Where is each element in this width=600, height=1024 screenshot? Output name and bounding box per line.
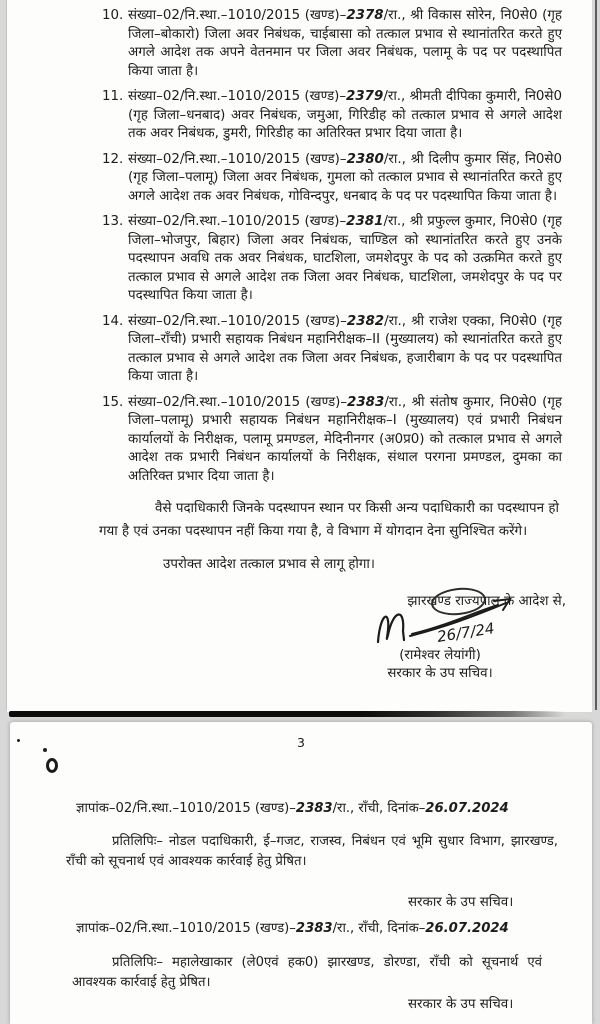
order-item-10 bbox=[102, 7, 562, 81]
signature-area bbox=[314, 610, 566, 648]
order-item-13 bbox=[102, 213, 562, 306]
handwritten-signature-icon bbox=[360, 598, 550, 650]
scan-edge-line bbox=[6, 0, 7, 710]
order-item-14 bbox=[102, 313, 562, 387]
letter-number: 2379 bbox=[346, 89, 384, 104]
item-text: संख्या–02/नि.स्था.–1010/2015 (खण्ड)–2378/रा., श्री विकास सोरेन, नि0से0 (गृह जिला–बोकारो) जिला अवर निबंधक, चाईबासा को तत्काल प्रभाव से स्थानांतरित करते हुए अगले आदेश तक अपने वेतनमान पर जिला अवर निबंधक, पलामू के पद पर पदस्थापित किया जाता है। bbox=[128, 8, 562, 79]
page-number: 3 bbox=[297, 735, 305, 750]
item-text: संख्या–02/नि.स्था.–1010/2015 (खण्ड)–2383/रा., श्री संतोष कुमार, नि0से0 (गृह जिला–पलामू) प्रभारी सहायक निबंधन महानिरीक्षक–I (मुख्यालय) एवं प्रभारी निबंधन कार्यालयों के निरीक्षक, पलामू प्रमण्डल, मेदिनीनगर (अ0प्र0) को तत्काल प्रभाव से अगले आदेश तक प्रभारी निबंधन कार्यालयों के निरीक्षक, संथाल परगना प्रमण्डल, दुमका का अतिरिक्त प्रभार दिया जाता है। bbox=[128, 394, 562, 484]
scan-speck bbox=[17, 739, 20, 742]
order-item-15 bbox=[102, 394, 562, 487]
scan-speck bbox=[43, 748, 47, 752]
copy-forward-paragraph-1: प्रतिलिपिः– नोडल पदाधिकारी, ई–गजट, राजस्व, निबंधन एवं भूमि सुधार विभाग, झारखण्ड, राँची को सूचनार्थ एवं आवश्यक कार्रवाई हेतु प्रेषित। bbox=[66, 834, 558, 869]
signature-date: 26/7/24 bbox=[435, 619, 496, 646]
order-item-12 bbox=[102, 151, 562, 207]
letter-number: 2380 bbox=[346, 151, 384, 167]
letter-number: 2383 bbox=[347, 394, 385, 410]
item-number: 15. bbox=[102, 394, 124, 410]
item-number: 11. bbox=[102, 89, 124, 104]
memo-line-1: ज्ञापांक–02/नि.स्था.–1010/2015 (खण्ड)–2383/रा., राँची, दिनांक–26.07.2024 bbox=[76, 801, 509, 816]
order-item-11 bbox=[102, 88, 562, 144]
letter-number: 2383 bbox=[295, 921, 333, 936]
punch-hole-mark bbox=[46, 758, 58, 773]
memo-date: 26.07.2024 bbox=[425, 801, 509, 816]
memo-date: 26.07.2024 bbox=[425, 921, 509, 936]
transfer-order-list bbox=[7, 5, 592, 486]
item-text: संख्या–02/नि.स्था.–1010/2015 (खण्ड)–2381/रा., श्री प्रफुल्ल कुमार, नि0से0 (गृह जिला–भोजपुर, बिहार) जिला अवर निबंधक, चाण्डिल को स्थानांतरित करते हुए उनके पदस्थापन अवधि तक अवर निबंधक, घाटशिला, जमशेदपुर के पद को उत्क्रमित करते हुए तत्काल प्रभाव से अगले आदेश तक जिला अवर निबंधक, घाटशिला, जमशेदपुर के पद पर पदस्थापित किया जाता है। bbox=[128, 214, 562, 303]
item-text: संख्या–02/नि.स्था.–1010/2015 (खण्ड)–2380/रा., श्री दिलीप कुमार सिंह, नि0से0 (गृह जिला–पलामू) जिला अवर निबंधक, गुमला को तत्काल प्रभाव से स्थानांतरित करते हुए अगले आदेश तक अवर निबंधक, गोविन्दपुर, धनबाद के पद पर पदस्थापित किया जाता है। bbox=[128, 151, 562, 204]
letter-number: 2382 bbox=[346, 313, 385, 329]
signatory-designation: सरकार के उप सचिव। bbox=[387, 666, 493, 681]
signature-block bbox=[314, 594, 566, 683]
item-number: 14. bbox=[102, 313, 124, 329]
deputy-secretary-sign-line-2: सरकार के उप सचिव। bbox=[408, 997, 514, 1012]
signatory-name: (रामेश्वर लेयांगी) bbox=[399, 648, 481, 663]
letter-number: 2378 bbox=[346, 8, 384, 23]
joining-instruction-paragraph: वैसे पदाधिकारी जिनके पदस्थापन स्थान पर किसी अन्य पदाधिकारी का पदस्थापन हो गया है एवं उनका पदस्थापन नहीं किया गया है, वे विभाग में योगदान देना सुनिश्चित करेंगे। bbox=[99, 501, 559, 539]
item-text: संख्या–02/नि.स्था.–1010/2015 (खण्ड)–2379/रा., श्रीमती दीपिका कुमारी, नि0से0 (गृह जिला–धनबाद) अवर निबंधक, जमुआ, गिरिडीह को तत्काल प्रभाव से अगले आदेश तक अवर निबंधक, डुमरी, गिरिडीह का अतिरिक्त प्रभार दिया जाता है। bbox=[128, 89, 562, 141]
letter-number: 2383 bbox=[295, 801, 333, 816]
deputy-secretary-sign-line-1: सरकार के उप सचिव। bbox=[408, 895, 514, 910]
item-number: 12. bbox=[102, 151, 124, 167]
scan-edge-line bbox=[595, 0, 597, 710]
page-1 bbox=[7, 0, 592, 712]
page-2 bbox=[10, 722, 592, 1024]
item-number: 10. bbox=[102, 8, 124, 23]
item-text: संख्या–02/नि.स्था.–1010/2015 (खण्ड)–2382/रा., श्री राजेश एक्का, नि0से0 (गृह जिला–राँची) प्रभारी सहायक निबंधन महानिरीक्षक–II (मुख्यालय) को स्थानांतरित करते हुए तत्काल प्रभाव से अगले आदेश तक जिला अवर निबंधक, हजारीबाग के पद पर पदस्थापित किया जाता है। bbox=[128, 313, 562, 384]
copy-forward-paragraph-2: प्रतिलिपिः– महालेखाकार (ले0एवं हक0) झारखण्ड, डोरण्डा, राँची को सूचनार्थ एवं आवश्यक कार्रवाई हेतु प्रेषित। bbox=[72, 955, 542, 990]
by-order-line: झारखण्ड राज्यपाल के आदेश से, bbox=[407, 594, 566, 609]
memo-line-2: ज्ञापांक–02/नि.स्था.–1010/2015 (खण्ड)–2383/रा., राँची, दिनांक–26.07.2024 bbox=[76, 921, 509, 936]
effective-immediately-line: उपरोक्त आदेश तत्काल प्रभाव से लागू होगा। bbox=[163, 557, 375, 572]
letter-number: 2381 bbox=[346, 214, 384, 229]
item-number: 13. bbox=[102, 214, 124, 229]
